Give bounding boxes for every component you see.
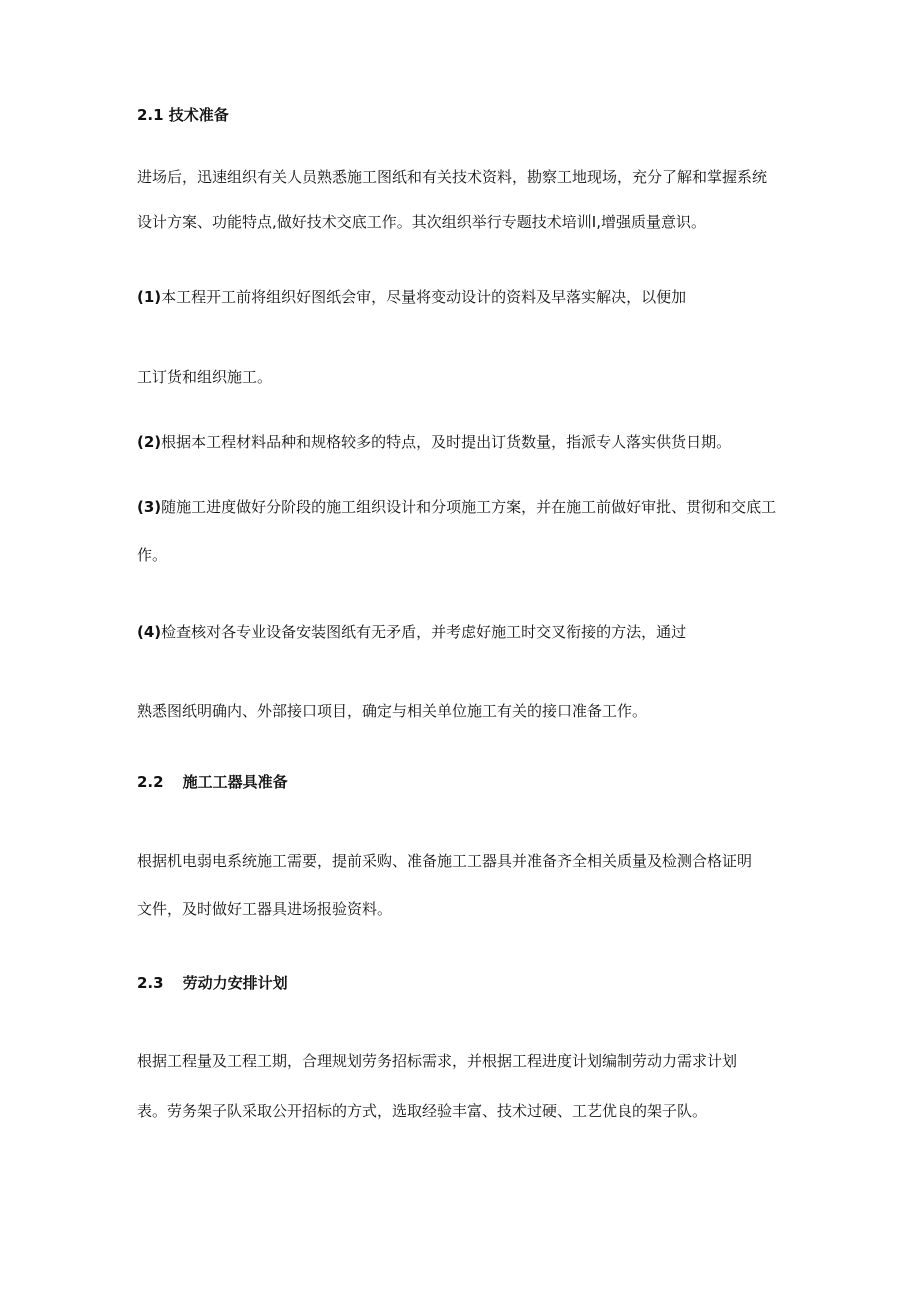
paragraph-line: 文件，及时做好工器具进场报验资料。 (137, 900, 393, 918)
paragraph-line: 根据工程量及工程工期，合理规划劳务招标需求，并根据工程进度计划编制劳动力需求计划 (137, 1052, 738, 1070)
section-heading-2-2 (137, 772, 288, 792)
list-item-2 (137, 432, 731, 452)
paragraph-line: 进场后，迅速组织有关人员熟悉施工图纸和有关技术资料，勘察工地现场，充分了解和掌握系统 (137, 168, 768, 186)
paragraph-line: 表。劳务架子队采取公开招标的方式，选取经验丰富、技术过硬、工艺优良的架子队。 (137, 1102, 708, 1120)
section-heading-2-1: 2.1 技术准备 (137, 106, 229, 124)
list-item-1 (137, 287, 686, 307)
list-item-label: (1) (137, 288, 162, 306)
list-item-4 (137, 622, 686, 642)
list-item-text: 检查核对各专业设备安装图纸有无矛盾，并考虑好施工时交叉衔接的方法，通过 (161, 623, 687, 641)
list-item-continuation: 工订货和组织施工。 (137, 368, 273, 386)
section-number: 2.2 (137, 773, 164, 791)
list-item-continuation: 熟悉图纸明确内、外部接口项目，确定与相关单位施工有关的接口准备工作。 (137, 702, 648, 720)
list-item-continuation: 作。 (137, 546, 168, 564)
list-item-text: 根据本工程材料品种和规格较多的特点，及时提出订货数量，指派专人落实供货日期。 (161, 433, 732, 451)
section-title: 施工工器具准备 (182, 773, 288, 791)
section-number: 2.3 (137, 974, 164, 992)
list-item-text: 随施工进度做好分阶段的施工组织设计和分项施工方案，并在施工前做好审批、贯彻和交底工 (161, 498, 777, 516)
list-item-3 (137, 497, 776, 517)
list-item-label: (4) (137, 623, 162, 641)
list-item-text: 本工程开工前将组织好图纸会审，尽量将变动设计的资料及早落实解决，以便加 (161, 288, 687, 306)
list-item-label: (3) (137, 498, 162, 516)
section-title: 劳动力安排计划 (182, 974, 288, 992)
list-item-label: (2) (137, 433, 162, 451)
paragraph-line: 设计方案、功能特点,做好技术交底工作。其次组织举行专题技术培训I,增强质量意识。 (137, 213, 706, 231)
section-heading-2-3 (137, 973, 288, 993)
paragraph-line: 根据机电弱电系统施工需要，提前采购、准备施工工器具并准备齐全相关质量及检测合格证明 (137, 852, 753, 870)
